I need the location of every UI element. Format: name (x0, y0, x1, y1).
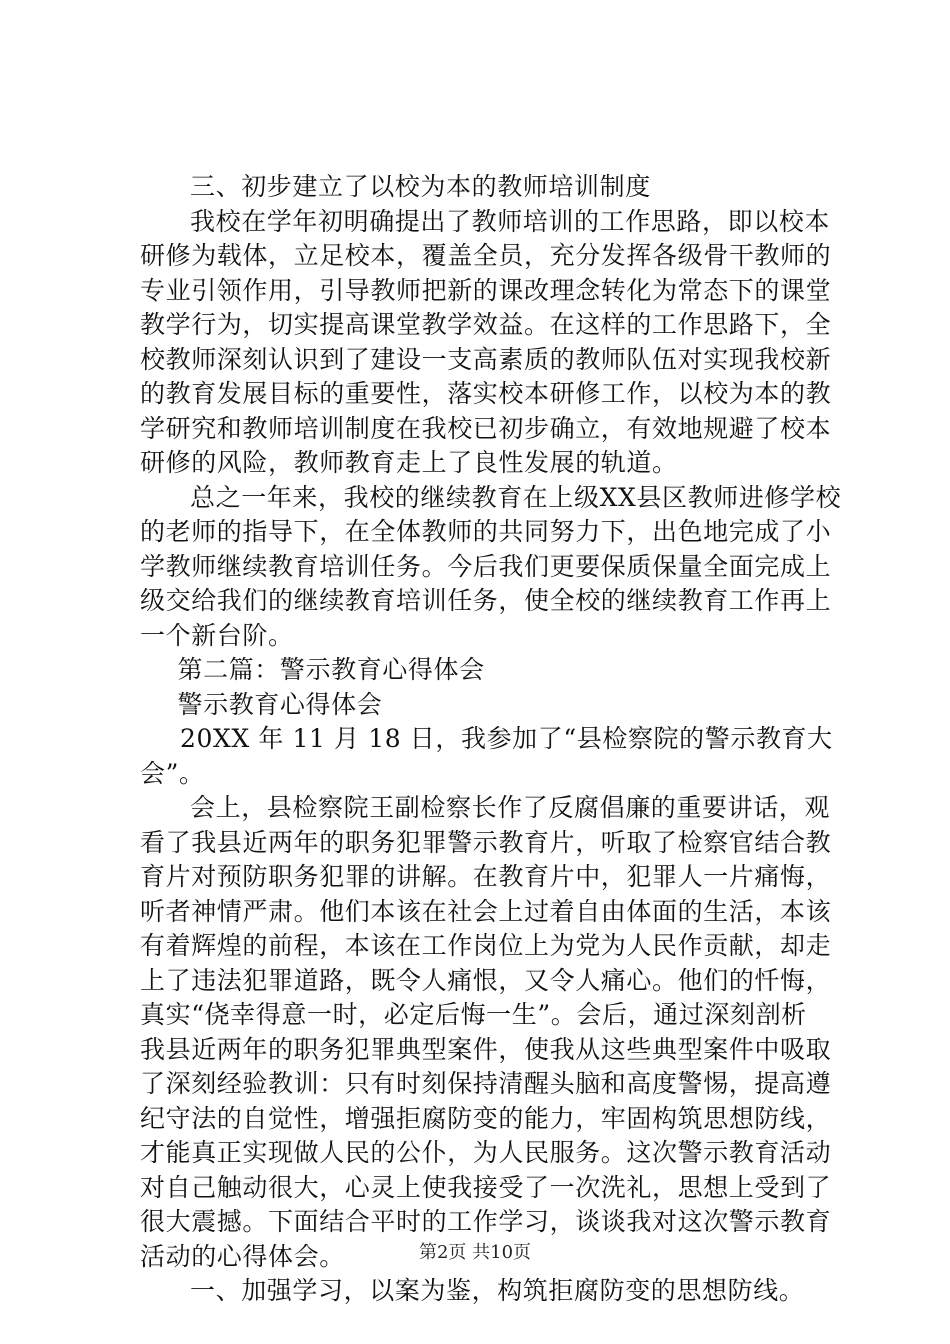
page-footer: 第2页 共10页 (418, 1242, 532, 1263)
text-line: 才能真正实现做人民的公仆，为人民服务。这次警示教育活动 (140, 1138, 832, 1167)
text-line: 纪守法的自觉性，增强拒腐防变的能力，牢固构筑思想防线， (140, 1103, 832, 1133)
text-line: 的教育发展目标的重要性，落实校本研修工作，以校为本的教 (140, 379, 832, 408)
text-line: 了深刻经验教训：只有时刻保持清醒头脑和高度警惕，提高遵 (140, 1069, 832, 1098)
document-body (140, 170, 842, 1309)
text-line: 教学行为，切实提高课堂教学效益。在这样的工作思路下，全 (140, 310, 832, 339)
text-line: 学研究和教师培训制度在我校已初步确立，有效地规避了校本 (140, 413, 832, 443)
text-line: 一、加强学习，以案为鉴，构筑拒腐防变的思想防线。 (190, 1276, 805, 1305)
text-line: 听者神情严肃。他们本该在社会上过着自由体面的生活，本该 (140, 896, 832, 926)
text-line: 第二篇：警示教育心得体会 (177, 655, 485, 684)
text-line: 真实“侥幸得意一时，必定后悔一生”。会后，通过深刻剖析 (140, 1000, 807, 1029)
text-line: 会”。 (140, 758, 205, 788)
text-line: 20XX 年 11 月 18 日，我参加了“县检察院的警示教育大 (180, 724, 833, 753)
text-line: 警示教育心得体会 (177, 689, 383, 719)
text-line: 的老师的指导下，在全体教师的共同努力下，出色地完成了小 (140, 517, 832, 546)
text-line: 三、初步建立了以校为本的教师培训制度 (190, 172, 651, 201)
text-line: 有着辉煌的前程，本该在工作岗位上为党为人民作贡献，却走 (140, 931, 832, 960)
text-line: 专业引领作用，引导教师把新的课改理念转化为常态下的课堂 (140, 275, 832, 305)
text-line: 总之一年来，我校的继续教育在上级XX县区教师进修学校 (190, 482, 842, 512)
text-line: 看了我县近两年的职务犯罪警示教育片，听取了检察官结合教 (140, 827, 832, 857)
text-line: 级交给我们的继续教育培训任务，使全校的继续教育工作再上 (140, 586, 832, 615)
text-line: 研修的风险，教师教育走上了良性发展的轨道。 (140, 448, 678, 477)
text-line: 很大震撼。下面结合平时的工作学习，谈谈我对这次警示教育 (140, 1207, 832, 1236)
text-line: 会上，县检察院王副检察长作了反腐倡廉的重要讲话，观 (190, 793, 831, 822)
text-line: 研修为载体，立足校本，覆盖全员，充分发挥各级骨干教师的 (140, 241, 832, 270)
text-line: 一个新台阶。 (140, 620, 294, 650)
text-line: 我县近两年的职务犯罪典型案件，使我从这些典型案件中吸取 (140, 1034, 832, 1064)
text-line: 学教师继续教育培训任务。今后我们更要保质保量全面完成上 (140, 551, 832, 581)
text-line: 我校在学年初明确提出了教师培训的工作思路，即以校本 (190, 206, 831, 236)
text-line: 育片对预防职务犯罪的讲解。在教育片中，犯罪人一片痛悔， (140, 862, 832, 891)
text-line: 上了违法犯罪道路，既令人痛恨，又令人痛心。他们的忏悔， (140, 965, 832, 995)
text-line: 校教师深刻认识到了建设一支高素质的教师队伍对实现我校新 (140, 344, 832, 374)
text-line: 活动的心得体会。 (140, 1241, 345, 1271)
text-line: 对自己触动很大，心灵上使我接受了一次洗礼，思想上受到了 (140, 1172, 832, 1202)
